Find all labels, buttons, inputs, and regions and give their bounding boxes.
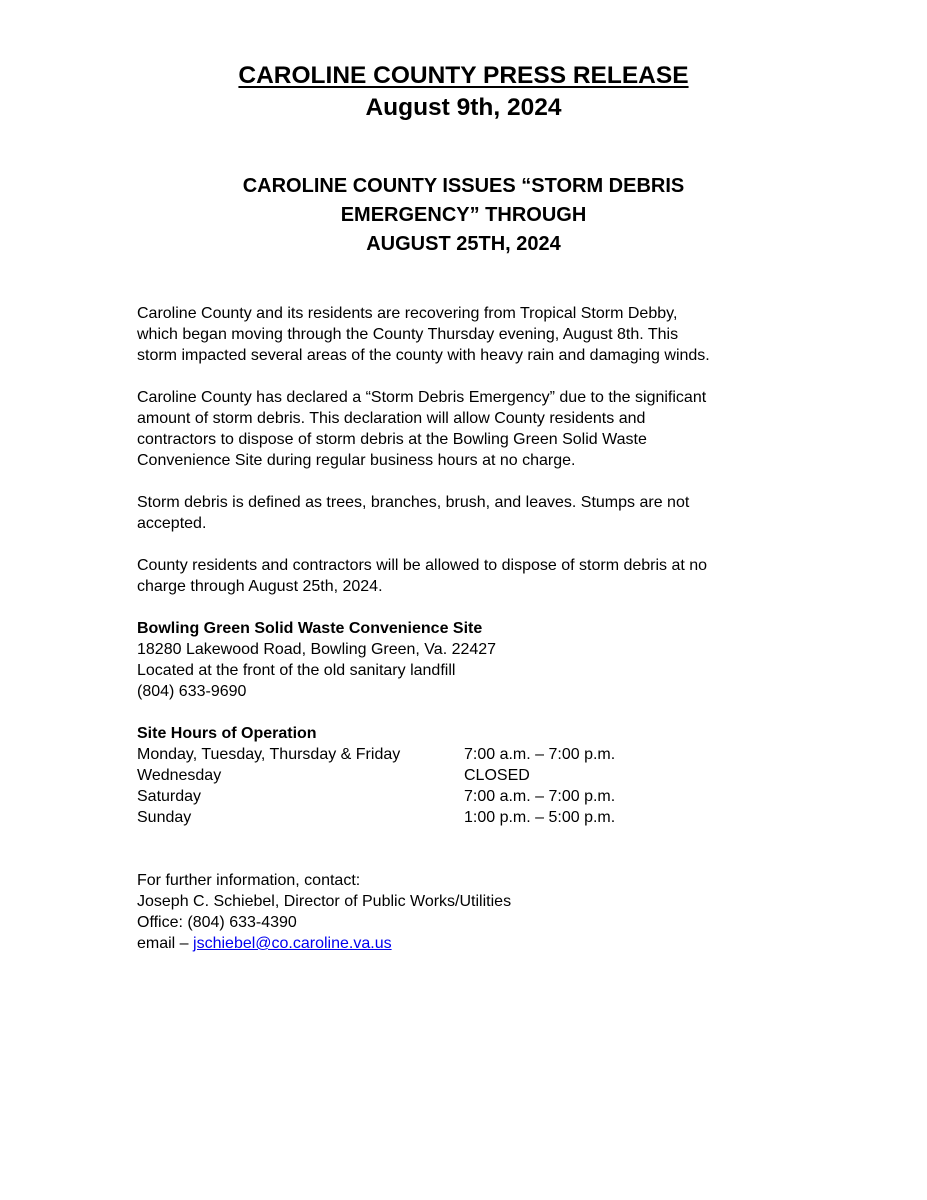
hours-row [137,786,615,807]
contact-email-prefix: email – [137,935,194,952]
hours-time: CLOSED [464,767,530,784]
site-info [137,618,817,702]
hours-days: Sunday [137,809,192,826]
paragraph-line: Caroline County has declared a “Storm Debris Emergency” due to the significant [137,389,707,406]
site-location-note: Located at the front of the old sanitary landfill [137,662,456,679]
headline-line: EMERGENCY” THROUGH [340,204,587,226]
paragraph-line: Storm debris is defined as trees, branches, brush, and leaves. Stumps are not [137,494,690,511]
paragraph-line: contractors to dispose of storm debris at the Bowling Green Solid Waste [137,431,647,448]
contact-office-phone: Office: (804) 633-4390 [137,914,297,931]
hours-row [137,765,615,786]
release-body [137,303,817,954]
paragraph-line: storm impacted several areas of the county with heavy rain and damaging winds. [137,347,710,364]
paragraph-storm-recovery [137,303,817,366]
paragraph-line: accepted. [137,515,207,532]
site-name: Bowling Green Solid Waste Convenience Site [137,620,483,637]
hours-row [137,744,615,765]
contact-person: Joseph C. Schiebel, Director of Public Works/Utilities [137,893,512,910]
site-hours-heading: Site Hours of Operation [137,725,317,742]
paragraph-emergency-declaration [137,387,817,471]
hours-time: 1:00 p.m. – 5:00 p.m. [464,809,616,826]
contact-email-line [137,933,817,954]
headline-line: CAROLINE COUNTY ISSUES “STORM DEBRIS [242,175,685,197]
hours-time: 7:00 a.m. – 7:00 p.m. [464,746,616,763]
hours-row [137,807,615,828]
contact-info [137,870,817,954]
site-phone: (804) 633-9690 [137,683,247,700]
press-release-header [0,60,927,124]
press-release-title: CAROLINE COUNTY PRESS RELEASE [238,62,689,89]
hours-days: Saturday [137,788,202,805]
hours-days: Wednesday [137,767,222,784]
paragraph-line: Caroline County and its residents are recovering from Tropical Storm Debby, [137,305,678,322]
paragraph-line: charge through August 25th, 2024. [137,578,383,595]
paragraph-line: which began moving through the County Thursday evening, August 8th. This [137,326,679,343]
site-hours [137,723,817,828]
contact-email-link[interactable]: jschiebel@co.caroline.va.us [193,935,392,952]
paragraph-disposal-period [137,555,817,597]
paragraph-line: County residents and contractors will be allowed to dispose of storm debris at no [137,557,708,574]
hours-time: 7:00 a.m. – 7:00 p.m. [464,788,616,805]
headline-line: AUGUST 25TH, 2024 [366,233,561,255]
paragraph-line: amount of storm debris. This declaration will allow County residents and [137,410,646,427]
hours-days: Monday, Tuesday, Thursday & Friday [137,746,401,763]
headline [0,172,927,259]
site-address: 18280 Lakewood Road, Bowling Green, Va. 22427 [137,641,497,658]
press-release-date: August 9th, 2024 [365,94,562,121]
contact-intro: For further information, contact: [137,872,361,889]
paragraph-debris-definition [137,492,817,534]
hours-table [137,744,615,828]
paragraph-line: Convenience Site during regular business hours at no charge. [137,452,576,469]
